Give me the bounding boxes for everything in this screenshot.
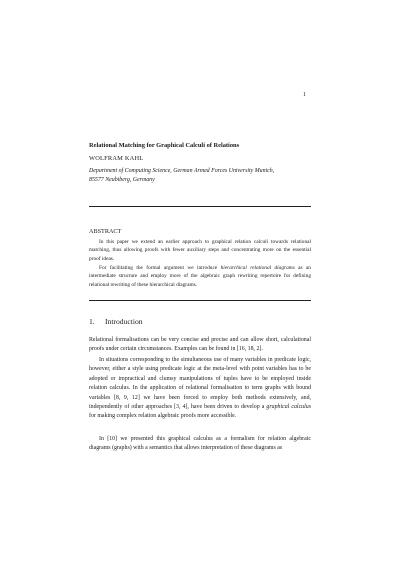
body-p2-emphasis: graphical calculus [266,404,311,411]
section-number: 1. [89,317,95,326]
body-paragraph-2 [89,356,311,422]
body-p2-text-b: for making complex relation algebraic proofs more accessible. [89,413,237,420]
abstract-p2-text-b: as an intermediate structure and employ more of the algebraic graph rewriting repertoire for defining relational rewriting of these hierarchical diagrams. [89,265,311,288]
abstract-p2-text-a: For facilitating the formal argument we introduce [99,265,221,271]
body-paragraph-3: In [10] we presented this graphical calculus as a formalism for relation algebraic diagrams (graphs) with a semantics that allows interpretation of these diagrams as [89,436,311,452]
abstract-heading: ABSTRACT [89,228,122,235]
body-paragraph-1: Relational formalisations can be very concise and precise and can allow short, calculational proofs under certain circumstances. Examples can be found in [16, 18, 2]. [89,337,311,353]
body-p2-text-a: In situations corresponding to the simultaneous use of many variables in predicate logic, however, either a style using predicate logic at the meta-level with point variables has to be adopted or impractical and clumsy manipulations of tuples have to be employed inside relation calculus. In the application of relational formalisation to term graphs with bound variables [8, 9, 12] we have been forced to employ both methods extensively, and, independently of other approaches [3, 4], have been driven to develop a [89,357,311,411]
section-title: Introduction [105,317,143,326]
page-number: 1 [303,92,306,98]
abstract-paragraph-1: In this paper we extend an earlier approach to graphical relation calculi towards relational matching, thus allowing proofs with fewer auxiliary steps and concentrating more on the essential proof ideas. [89,239,311,262]
affiliation-line-2: 85577 Neubiberg, Germany [89,177,155,183]
abstract-bottom-rule [89,300,311,301]
abstract-p2-emphasis: hierarchical relational diagrams [220,265,295,271]
affiliation-line-1: Department of Computing Science, German Armed Forces University Munich, [89,168,275,174]
section-heading [89,317,143,326]
author-name: WOLFRAM KAHL [89,155,144,162]
abstract-paragraph-2 [89,264,311,289]
author-affiliation [89,167,311,185]
paper-title: Relational Matching for Graphical Calculi of Relations [89,142,240,149]
abstract-top-rule [89,206,311,207]
